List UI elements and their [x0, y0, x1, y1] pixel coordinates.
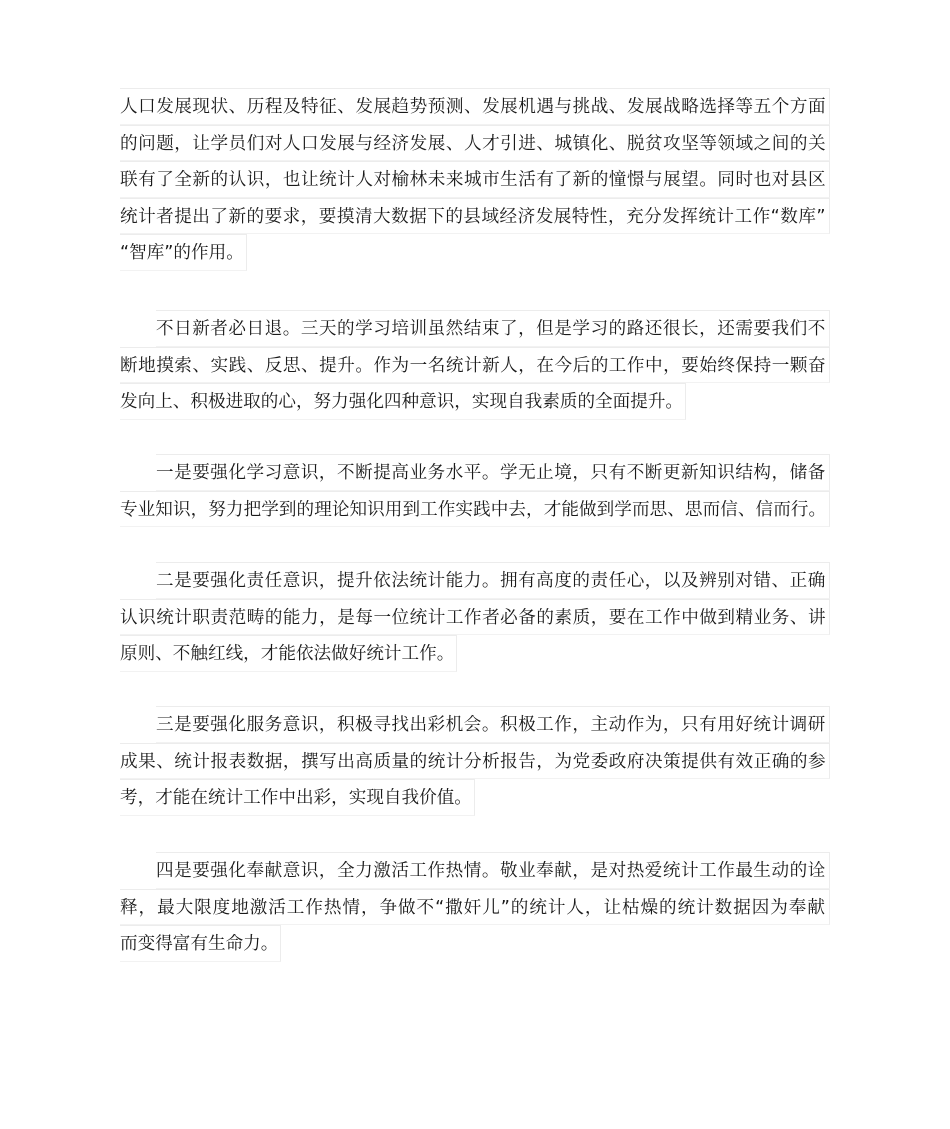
- text-line: 统计者提出了新的要求，要摸清大数据下的县域经济发展特性，充分发挥统计工作“数库”: [120, 198, 830, 235]
- text-line: 原则、不触红线，才能依法做好统计工作。: [120, 635, 830, 672]
- text-line: “智库”的作用。: [120, 234, 830, 271]
- paragraph-population-lecture: [120, 88, 830, 271]
- paragraph-dedication-awareness: [120, 852, 830, 962]
- text-line: 而变得富有生命力。: [120, 925, 830, 962]
- text-line: 发向上、积极进取的心，努力强化四种意识，实现自我素质的全面提升。: [120, 383, 830, 420]
- paragraph-learning-continues: [120, 310, 830, 420]
- text-line: 成果、统计报表数据，撰写出高质量的统计分析报告，为党委政府决策提供有效正确的参: [120, 743, 830, 780]
- text-line: 一是要强化学习意识，不断提高业务水平。学无止境，只有不断更新知识结构，储备: [120, 454, 830, 491]
- text-line: 三是要强化服务意识，积极寻找出彩机会。积极工作，主动作为，只有用好统计调研: [120, 706, 830, 743]
- text-line: 人口发展现状、历程及特征、发展趋势预测、发展机遇与挑战、发展战略选择等五个方面: [120, 88, 830, 125]
- paragraph-learning-awareness: [120, 454, 830, 527]
- text-line: 考，才能在统计工作中出彩，实现自我价值。: [120, 779, 830, 816]
- text-line: 认识统计职责范畴的能力，是每一位统计工作者必备的素质，要在工作中做到精业务、讲: [120, 599, 830, 636]
- text-line: 不日新者必日退。三天的学习培训虽然结束了，但是学习的路还很长，还需要我们不: [120, 310, 830, 347]
- text-line: 联有了全新的认识，也让统计人对榆林未来城市生活有了新的憧憬与展望。同时也对县区: [120, 161, 830, 198]
- text-line: 专业知识，努力把学到的理论知识用到工作实践中去，才能做到学而思、思而信、信而行。: [120, 491, 830, 528]
- text-line: 二是要强化责任意识，提升依法统计能力。拥有高度的责任心，以及辨别对错、正确: [120, 562, 830, 599]
- text-line: 断地摸索、实践、反思、提升。作为一名统计新人，在今后的工作中，要始终保持一颗奋: [120, 347, 830, 384]
- text-line: 四是要强化奉献意识，全力激活工作热情。敬业奉献，是对热爱统计工作最生动的诠: [120, 852, 830, 889]
- text-line: 的问题，让学员们对人口发展与经济发展、人才引进、城镇化、脱贫攻坚等领域之间的关: [120, 125, 830, 162]
- text-line: 释，最大限度地激活工作热情，争做不“撒奸儿”的统计人，让枯燥的统计数据因为奉献: [120, 889, 830, 926]
- paragraph-responsibility-awareness: [120, 562, 830, 672]
- paragraph-service-awareness: [120, 706, 830, 816]
